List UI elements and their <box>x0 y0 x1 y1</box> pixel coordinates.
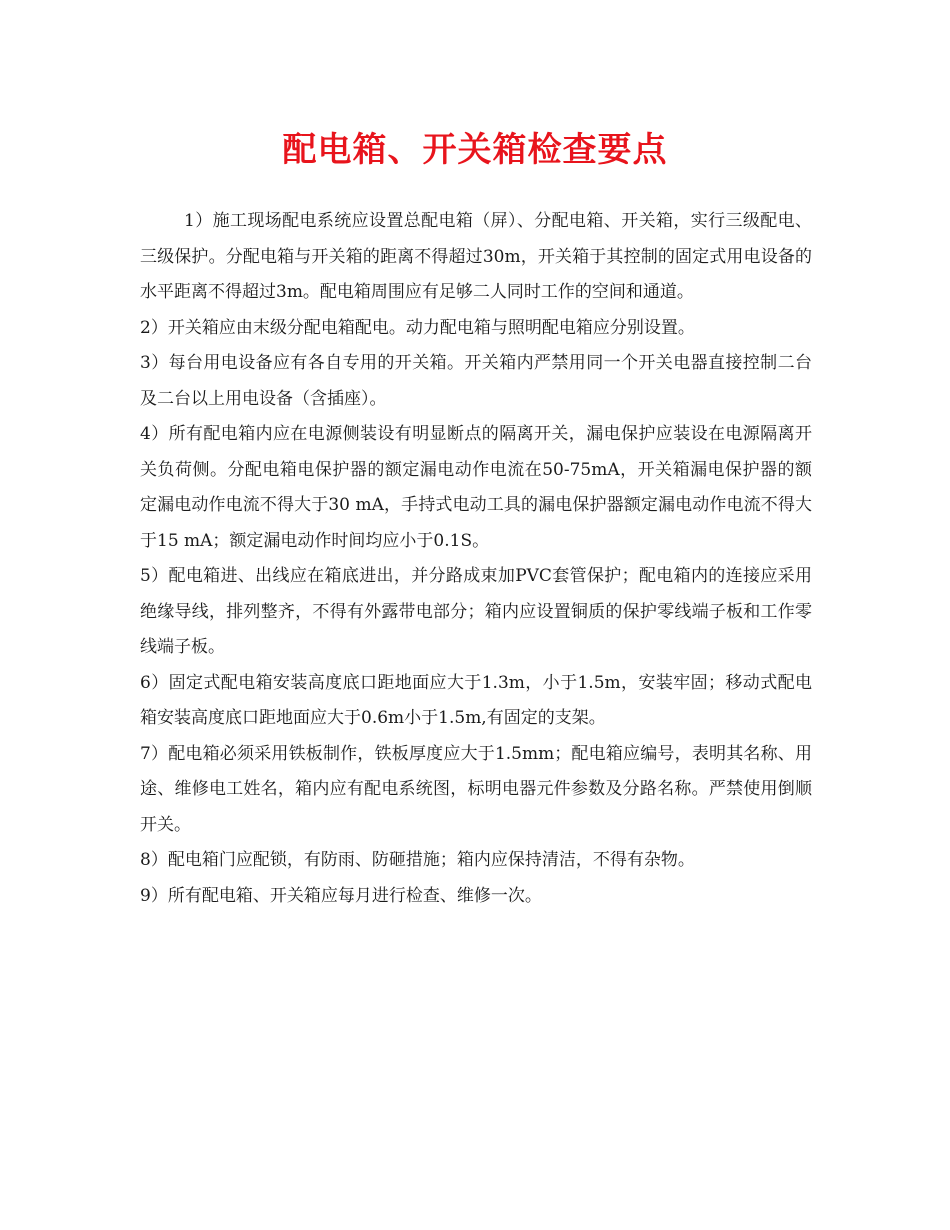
document-title: 配电箱、开关箱检查要点 <box>282 130 668 170</box>
paragraph-7: 7）配电箱必须采用铁板制作，铁板厚度应大于1.5mm；配电箱应编号，表明其名称、用途、维修电工姓名，箱内应有配电系统图，标明电器元件参数及分路名称。严禁使用倒顺开关。 <box>140 743 812 835</box>
paragraph-9: 9）所有配电箱、开关箱应每月进行检查、维修一次。 <box>140 885 542 906</box>
document-body <box>140 204 812 914</box>
paragraph-8: 8）配电箱门应配锁，有防雨、防砸措施；箱内应保持清洁，不得有杂物。 <box>140 850 695 870</box>
paragraph-1: 1）施工现场配电系统应设置总配电箱（屏）、分配电箱、开关箱，实行三级配电、三级保护。分配电箱与开关箱的距离不得超过30m，开关箱于其控制的固定式用电设备的水平距离不得超过3m。配电箱周围应有足够二人同时工作的空间和通道。 <box>140 211 812 302</box>
paragraph-3: 3）每台用电设备应有各自专用的开关箱。开关箱内严禁用同一个开关电器直接控制二台及二台以上用电设备（含插座）。 <box>140 353 812 409</box>
paragraph-6: 6）固定式配电箱安装高度底口距地面应大于1.3m，小于1.5m，安装牢固；移动式配电箱安装高度底口距地面应大于0.6m小于1.5m,有固定的支架。 <box>140 672 812 728</box>
paragraph-2: 2）开关箱应由末级分配电箱配电。动力配电箱与照明配电箱应分别设置。 <box>140 317 695 338</box>
paragraph-5: 5）配电箱进、出线应在箱底进出，并分路成束加PVC套管保护；配电箱内的连接应采用绝缘导线，排列整齐，不得有外露带电部分；箱内应设置铜质的保护零线端子板和工作零线端子板。 <box>140 566 812 657</box>
paragraph-4: 4）所有配电箱内应在电源侧装设有明显断点的隔离开关，漏电保护应装设在电源隔离开关负荷侧。分配电箱电保护器的额定漏电动作电流在50-75mA，开关箱漏电保护器的额定漏电动作电流不得大于30 mA，手持式电动工具的漏电保护器额定漏电动作电流不得大于15 mA；额定漏电动作时间均应小于0.1S。 <box>140 424 812 551</box>
